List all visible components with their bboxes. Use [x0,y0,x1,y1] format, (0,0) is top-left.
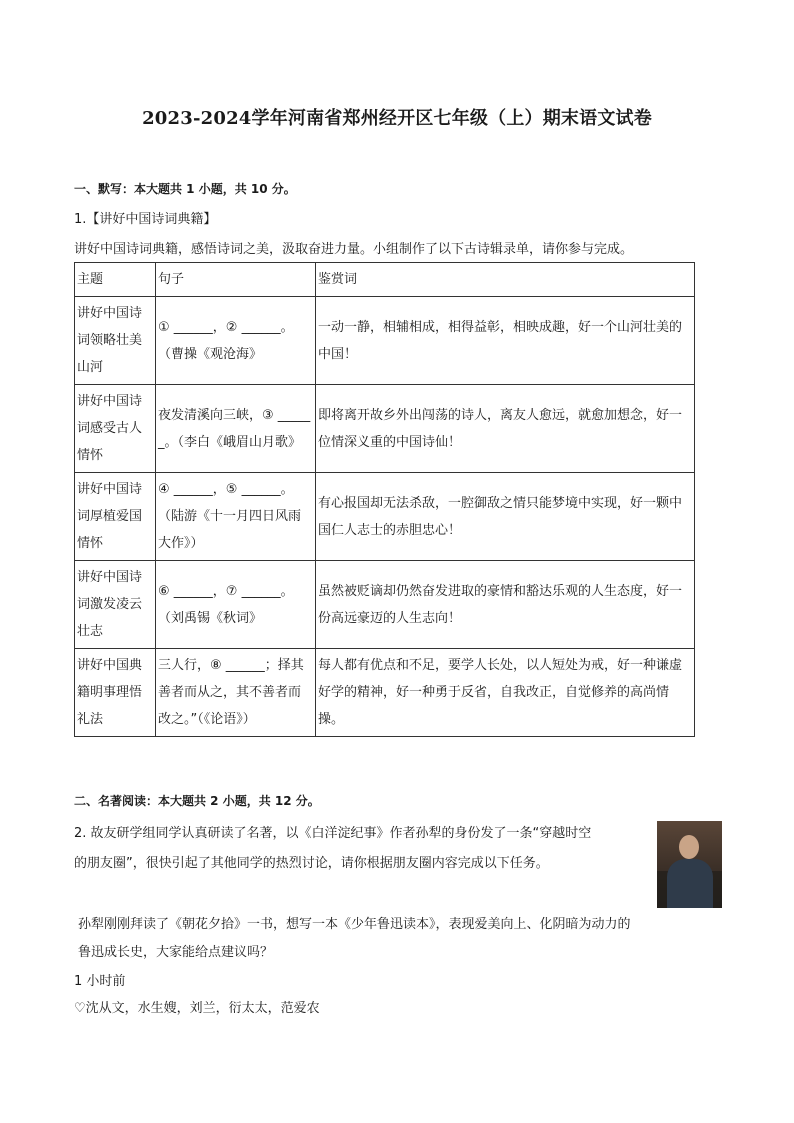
question-2-line-2: 的朋友圈”，很快引起了其他同学的热烈讨论，请你根据朋友圈内容完成以下任务。 [74,856,549,871]
cell-sentence: 夜发清溪向三峡，③ ______。（李白《峨眉山月歌》 [156,385,316,473]
question-1-intro: 讲好中国诗词典籍，感悟诗词之美，汲取奋进力量。小组制作了以下古诗辑录单，请你参与完成。 [74,242,634,257]
table-row [75,385,695,473]
table-row [75,473,695,561]
cell-sentence: 三人行，⑧ ______；择其善者而从之，其不善者而改之。”（《论语》） [156,649,316,737]
cell-appreciation: 即将离开故乡外出闯荡的诗人，离友人愈远，就愈加想念，好一位情深义重的中国诗仙！ [316,385,695,473]
page-title: 2023-2024学年河南省郑州经开区七年级（上）期末语文试卷 [142,108,652,129]
cell-sentence: ① ______，② ______。（曹操《观沧海》 [156,297,316,385]
cell-appreciation: 有心报国却无法杀敌，一腔御敌之情只能梦境中实现，好一颗中国仁人志士的赤胆忠心！ [316,473,695,561]
cell-sentence: ⑥ ______，⑦ ______。（刘禹锡《秋词》 [156,561,316,649]
poetry-table [74,262,695,737]
cell-sentence: ④ ______，⑤ ______。（陆游《十一月四日风雨大作》） [156,473,316,561]
author-portrait-photo [657,821,722,908]
cell-theme: 讲好中国典籍明事理悟礼法 [75,649,156,737]
section-1-heading: 一、默写：本大题共 1 小题，共 10 分。 [74,182,296,196]
question-2-line-1: 2. 故友研学组同学认真研读了名著，以《白洋淀纪事》作者孙犁的身份发了一条“穿越时空 [74,826,592,841]
cell-theme: 讲好中国诗词感受古人情怀 [75,385,156,473]
table-row [75,649,695,737]
table-header-row [75,263,695,297]
table-row [75,561,695,649]
cell-appreciation: 每人都有优点和不足，要学人长处，以人短处为戒，好一种谦虚好学的精神，好一种勇于反省，自我改正，自觉修养的高尚情操。 [316,649,695,737]
cell-theme: 讲好中国诗词厚植爱国情怀 [75,473,156,561]
header-theme: 主题 [75,263,156,297]
post-text-line-1: 孙犁刚刚拜读了《朝花夕拾》一书，想写一本《少年鲁迅读本》，表现爱美向上、化阴暗为动力的 [78,917,631,932]
cell-appreciation: 虽然被贬谪却仍然奋发进取的豪情和豁达乐观的人生态度，好一份高远豪迈的人生志向！ [316,561,695,649]
header-sentence: 句子 [156,263,316,297]
section-2-heading: 二、名著阅读：本大题共 2 小题，共 12 分。 [74,794,320,808]
cell-appreciation: 一动一静，相辅相成，相得益彰，相映成趣，好一个山河壮美的中国！ [316,297,695,385]
post-text-line-2: 鲁迅成长史，大家能给点建议吗？ [78,945,274,960]
post-likes: ♡沈从文，水生嫂，刘兰，衍太太，范爱农 [74,1001,320,1016]
cell-theme: 讲好中国诗词激发凌云壮志 [75,561,156,649]
table-row [75,297,695,385]
cell-theme: 讲好中国诗词领略壮美山河 [75,297,156,385]
post-timestamp: 1 小时前 [74,974,126,989]
header-appreciation: 鉴赏词 [316,263,695,297]
question-1-label: 1.【讲好中国诗词典籍】 [74,212,217,227]
